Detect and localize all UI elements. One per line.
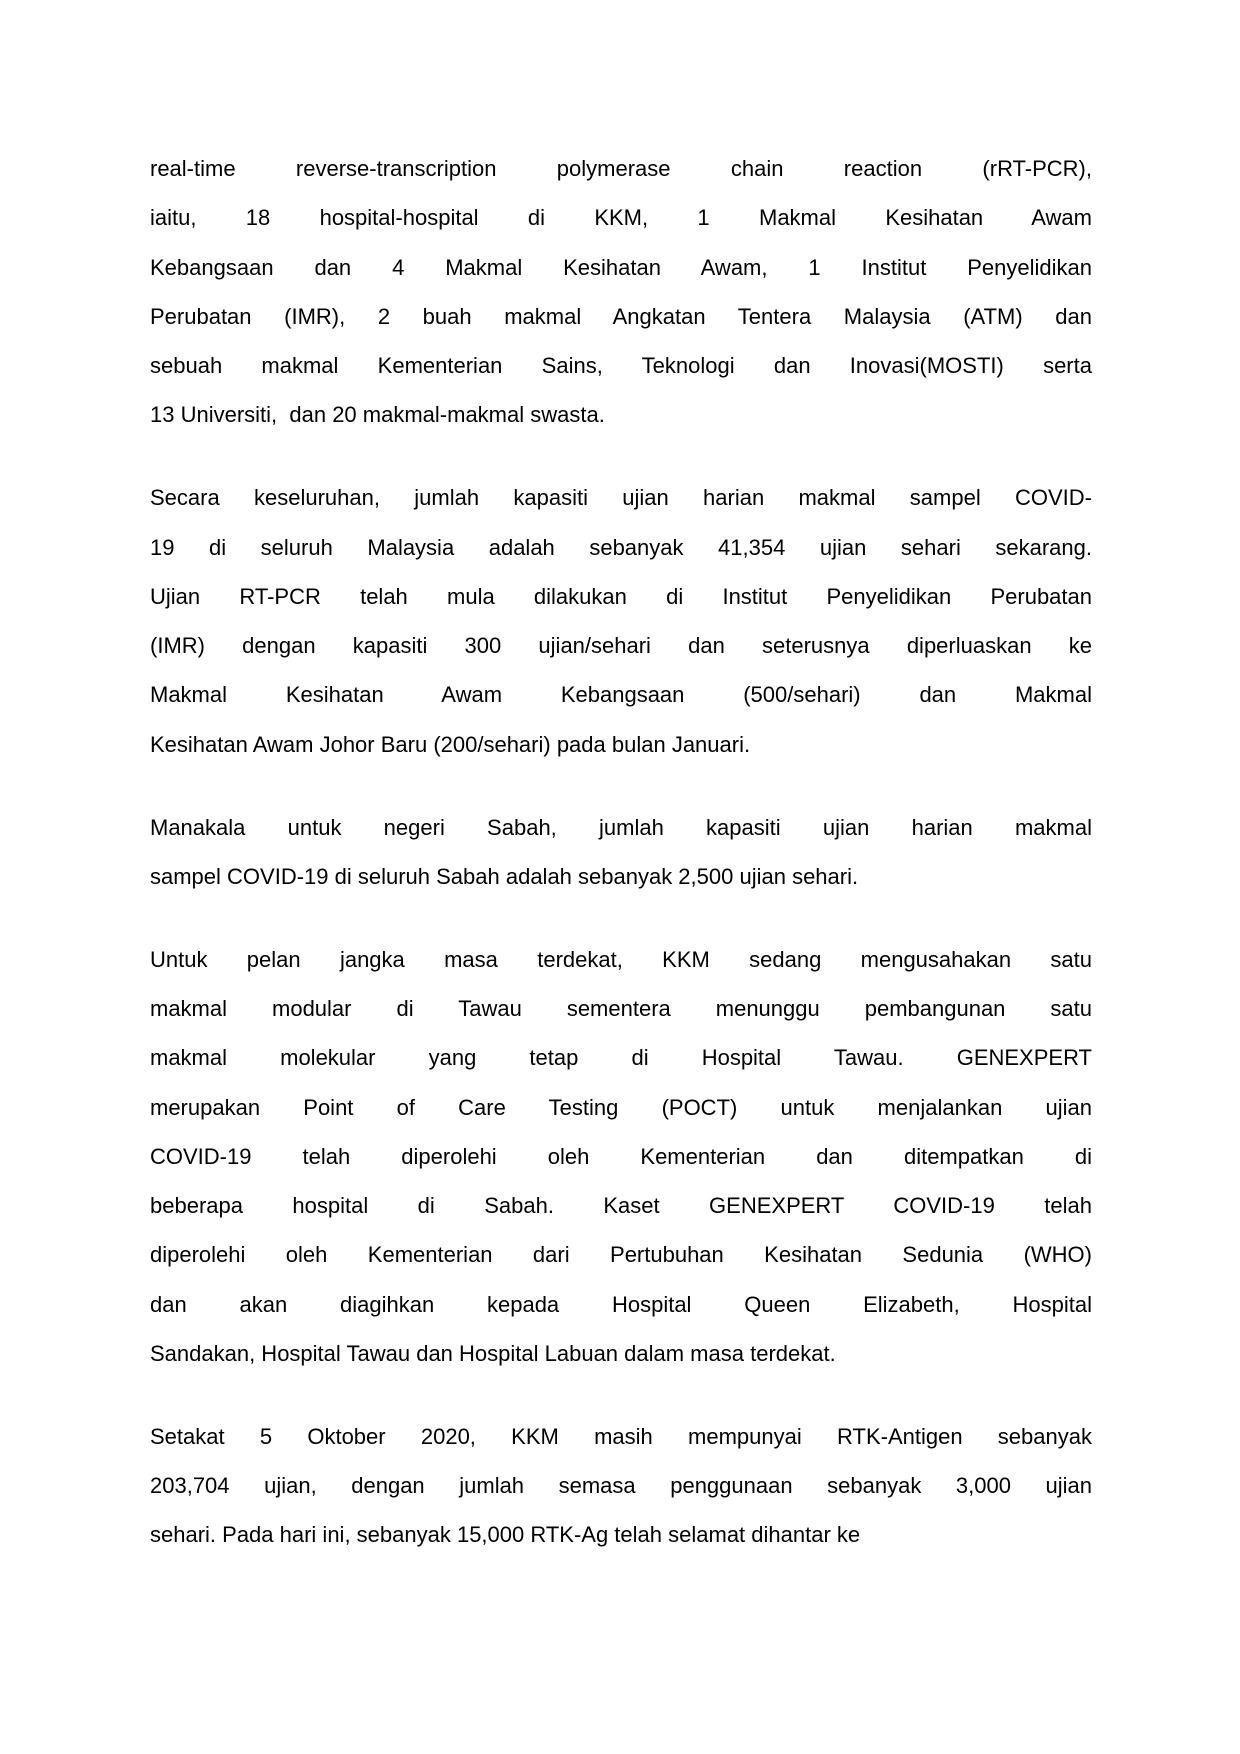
text-line: real-time reverse-transcription polymerase chain reaction (rRT-PCR), — [150, 156, 1092, 181]
text-line: 19 di seluruh Malaysia adalah sebanyak 41,354 ujian sehari sekarang. — [150, 534, 1092, 560]
paragraph — [150, 144, 1092, 440]
text-line: makmal modular di Tawau sementera menunggu pembangunan satu — [150, 995, 1092, 1021]
paragraph — [150, 935, 1092, 1379]
text-line: COVID-19 telah diperolehi oleh Kementerian dan ditempatkan di — [150, 1143, 1092, 1169]
document-page — [150, 144, 1092, 1560]
text-line: merupakan Point of Care Testing (POCT) untuk menjalankan ujian — [150, 1094, 1092, 1120]
text-line: Ujian RT-PCR telah mula dilakukan di Institut Penyelidikan Perubatan — [150, 583, 1092, 609]
text-line: Secara keseluruhan, jumlah kapasiti ujian harian makmal sampel COVID- — [150, 485, 1092, 511]
text-line: 13 Universiti, dan 20 makmal-makmal swasta. — [150, 402, 605, 428]
text-line: Manakala untuk negeri Sabah, jumlah kapasiti ujian harian makmal — [150, 814, 1092, 840]
paragraph — [150, 1412, 1092, 1560]
text-line: iaitu, 18 hospital-hospital di KKM, 1 Makmal Kesihatan Awam — [150, 205, 1092, 231]
text-line: Perubatan (IMR), 2 buah makmal Angkatan Tentera Malaysia (ATM) dan — [150, 303, 1092, 329]
text-line: Sandakan, Hospital Tawau dan Hospital Labuan dalam masa terdekat. — [150, 1341, 836, 1367]
text-line: makmal molekular yang tetap di Hospital Tawau. GENEXPERT — [150, 1045, 1092, 1071]
text-line: diperolehi oleh Kementerian dari Pertubuhan Kesihatan Sedunia (WHO) — [150, 1242, 1092, 1268]
text-line: beberapa hospital di Sabah. Kaset GENEXPERT COVID-19 telah — [150, 1193, 1092, 1219]
text-line: 203,704 ujian, dengan jumlah semasa penggunaan sebanyak 3,000 ujian — [150, 1473, 1092, 1499]
paragraph — [150, 473, 1092, 769]
paragraph — [150, 803, 1092, 902]
text-line: Makmal Kesihatan Awam Kebangsaan (500/sehari) dan Makmal — [150, 682, 1092, 708]
text-line: dan akan diagihkan kepada Hospital Queen Elizabeth, Hospital — [150, 1291, 1092, 1317]
text-line: sampel COVID-19 di seluruh Sabah adalah sebanyak 2,500 ujian sehari. — [150, 863, 859, 889]
text-line: sebuah makmal Kementerian Sains, Teknologi dan Inovasi(MOSTI) serta — [150, 353, 1092, 379]
text-line: sehari. Pada hari ini, sebanyak 15,000 RTK-Ag telah selamat dihantar ke — [150, 1522, 861, 1548]
text-line: Untuk pelan jangka masa terdekat, KKM sedang mengusahakan satu — [150, 946, 1092, 972]
text-line: Kebangsaan dan 4 Makmal Kesihatan Awam, 1 Institut Penyelidikan — [150, 254, 1092, 280]
text-line: (IMR) dengan kapasiti 300 ujian/sehari dan seterusnya diperluaskan ke — [150, 633, 1092, 659]
text-line: Setakat 5 Oktober 2020, KKM masih mempunyai RTK-Antigen sebanyak — [150, 1423, 1092, 1449]
text-line: Kesihatan Awam Johor Baru (200/sehari) pada bulan Januari. — [150, 731, 751, 757]
